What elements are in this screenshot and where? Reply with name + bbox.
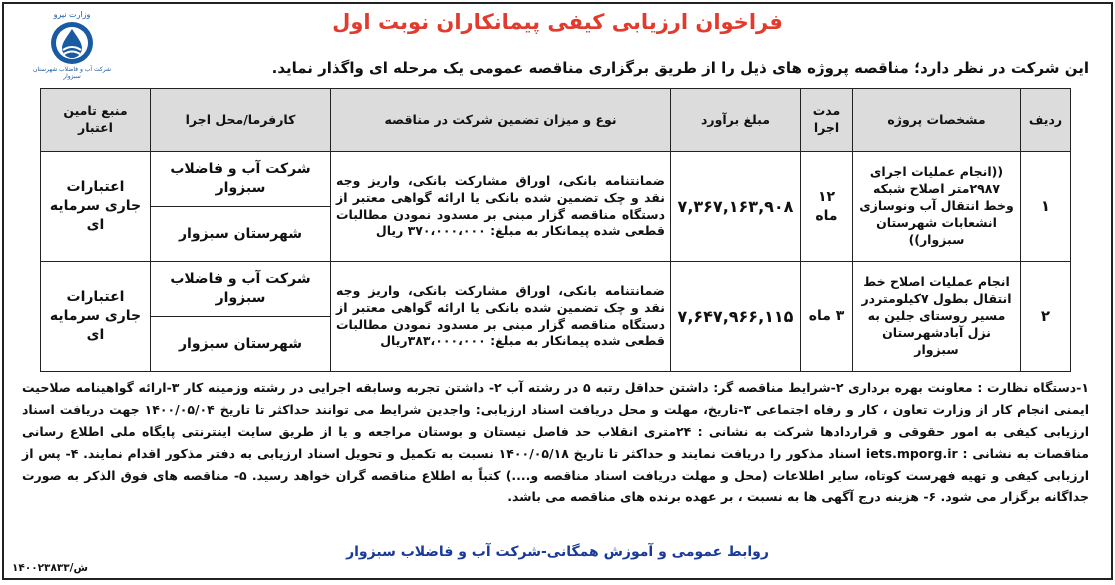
water-drop-logo-icon [49,20,95,66]
estimate-amount: ۷,۶۴۷,۹۶۶,۱۱۵ [671,262,801,372]
table-row [41,152,1071,207]
location-cell: شهرستان سبزوار [151,207,331,262]
intro-text: این شرکت در نظر دارد؛ مناقصه پروژه های ذیل را از طریق برگزاری مناقصه عمومی یک مرحله ای واگذار نماید. [271,59,1089,77]
notice-title: فراخوان ارزیابی کیفی پیمانکاران نوبت اول [332,10,783,34]
projects-table [40,88,1071,372]
header-row-no: ردیف [1021,89,1071,152]
duration-cell: ۳ ماه [801,262,853,372]
tender-notice [2,2,1113,580]
duration-cell: ۱۲ ماه [801,152,853,262]
row-number: ۲ [1021,262,1071,372]
project-description: ((انجام عملیات اجرای ۲۹۸۷متر اصلاح شبکه وخط انتقال آب ونوسازی انشعابات شهرستان سبزوار)) [853,152,1021,262]
project-description: انجام عملیات اصلاح خط انتقال بطول ۷کیلومتردر مسیر روستای جلین به نزل آبادشهرستان سبزوار [853,262,1021,372]
header-duration: مدت اجرا [801,89,853,152]
logo-ministry-text: وزارت نیرو [53,10,91,19]
header-guarantee: نوع و میزان تضمین شرکت در مناقصه [331,89,671,152]
location-cell: شهرستان سبزوار [151,317,331,372]
ad-code: ۱۴۰۰۲۳۸۳۳/ش [12,562,89,574]
logo-company-text: شرکت آب و فاضلاب شهرستان سبزوار [32,66,112,80]
header-employer: کارفرما/محل اجرا [151,89,331,152]
company-logo [26,10,118,82]
table-header-row [41,89,1071,152]
employer-cell: شرکت آب و فاضلاب سبزوار [151,152,331,207]
estimate-amount: ۷,۳۶۷,۱۶۳,۹۰۸ [671,152,801,262]
table-row [41,262,1071,317]
employer-cell: شرکت آب و فاضلاب سبزوار [151,262,331,317]
funding-source: اعتبارات جاری سرمایه ای [41,152,151,262]
funding-source: اعتبارات جاری سرمایه ای [41,262,151,372]
header-funding: منبع تامین اعتبار [41,89,151,152]
header-project: مشخصات پروژه [853,89,1021,152]
conditions-text: ۱-دستگاه نظارت : معاونت بهره برداری ۲-شرایط مناقصه گر: داشتن حداقل رتبه ۵ در رشته آب ۲- داشتن تجربه وسابقه اجرایی در رشته وزمینه کار ۳-ارائه گواهینامه صلاحیت ایمنی انجام کار از وزارت تعاون ، کار و رفاه اجتماعی ۳-تاریخ، مهلت و محل دریافت اسناد ارزیابی: واجدین شرایط می توانند حداکثر تا تاریخ ۱۴۰۰/۰۵/۰۴ جهت دریافت اسناد ارزیابی کیفی به امور حقوقی و قراردادها شرکت به نشانی : ۲۴متری انقلاب حد فاصل نیستان و بوستان مراجعه و یا از طریق سایت اینترنتی پایگاه ملی اطلاع رسانی مناقصات به نشانی : iets.mporg.ir اسناد مذکور را دریافت نمایند و حداکثر تا تاریخ ۱۴۰۰/۰۵/۱۸ نسبت به تکمیل و تحویل اسناد ارزیابی به دفتر مذکور اقدام نمایند. ۴- پس از ارزیابی کیفی و تهیه فهرست کوتاه، سایر اطلاعات (محل و مهلت دریافت اسناد مناقصه و....) کتباً به اطلاع مناقصه گران خواهد رسید. ۵- مناقصه های فوق الذکر به صورت جداگانه برگزار می شود. ۶- هزینه درج آگهی ها به نسبت ، بر عهده برنده های مناقصه می باشد. [22,380,1090,505]
footer-signature: روابط عمومی و آموزش همگانی-شرکت آب و فاضلاب سبزوار [346,544,769,560]
guarantee-description: ضمانتنامه بانکی، اوراق مشارکت بانکی، واریز وجه نقد و چک تضمین شده بانکی یا ارائه گواهی معتبر از دستگاه مناقصه گزار مبنی بر مسدود نمودن مطالبات قطعی شده پیمانکار به مبلغ: ۳۷۰،۰۰۰،۰۰۰ ریال [331,152,671,262]
guarantee-description: ضمانتنامه بانکی، اوراق مشارکت بانکی، واریز وجه نقد و چک تضمین شده بانکی یا ارائه گواهی معتبر از دستگاه مناقصه گزار مبنی بر مسدود نمودن مطالبات قطعی شده پیمانکار به مبلغ: ۳۸۳،۰۰۰،۰۰۰ریال [331,262,671,372]
row-number: ۱ [1021,152,1071,262]
header-estimate: مبلغ برآورد [671,89,801,152]
